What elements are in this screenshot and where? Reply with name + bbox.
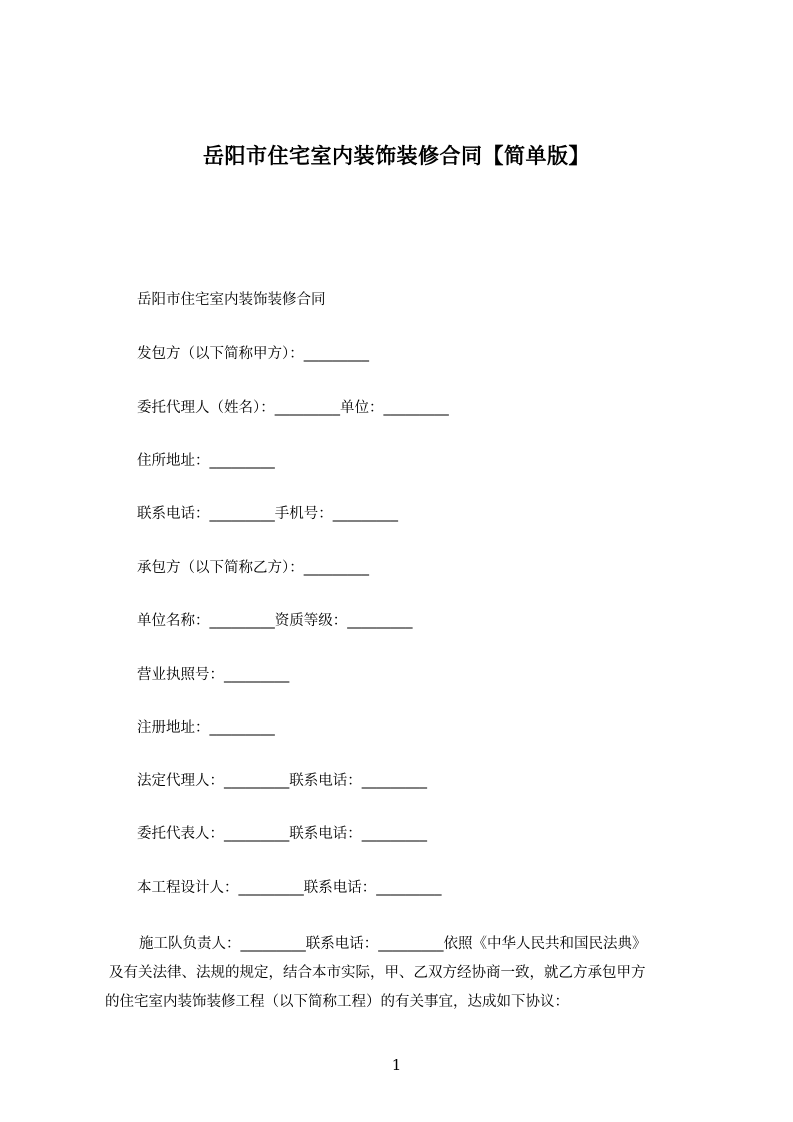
company-name-line: 单位名称：_________资质等级：_________ xyxy=(137,613,413,629)
document-title: 岳阳市住宅室内装饰装修合同【简单版】 xyxy=(203,144,590,168)
business-license-line: 营业执照号：_________ xyxy=(137,667,290,683)
authorized-representative-line: 委托代表人：_________联系电话：_________ xyxy=(137,826,427,842)
paragraph-line-2: 及有关法律、法规的规定，结合本市实际，甲、乙双方经协商一致，就乙方承包甲方 xyxy=(109,965,646,981)
paragraph-line-3: 的住宅室内装饰装修工程（以下简称工程）的有关事宜，达成如下协议： xyxy=(105,994,569,1010)
agreement-paragraph xyxy=(105,930,705,1017)
party-a-line: 发包方（以下简称甲方）：_________ xyxy=(137,346,369,362)
phone-line: 联系电话：_________手机号：_________ xyxy=(137,506,398,522)
page-number: 1 xyxy=(391,1056,402,1074)
legal-representative-line: 法定代理人：_________联系电话：_________ xyxy=(137,773,427,789)
party-b-line: 承包方（以下简称乙方）：_________ xyxy=(137,560,369,576)
registered-address-line: 注册地址：_________ xyxy=(137,720,275,736)
agent-line: 委托代理人（姓名）：_________单位：_________ xyxy=(137,400,449,416)
paragraph-line-1: 施工队负责人：_________联系电话：_________依照《中华人民共和国民法典》 xyxy=(139,936,647,952)
address-line: 住所地址：_________ xyxy=(137,453,275,469)
designer-line: 本工程设计人：_________联系电话：_________ xyxy=(137,880,442,896)
contract-heading: 岳阳市住宅室内装饰装修合同 xyxy=(137,292,326,308)
